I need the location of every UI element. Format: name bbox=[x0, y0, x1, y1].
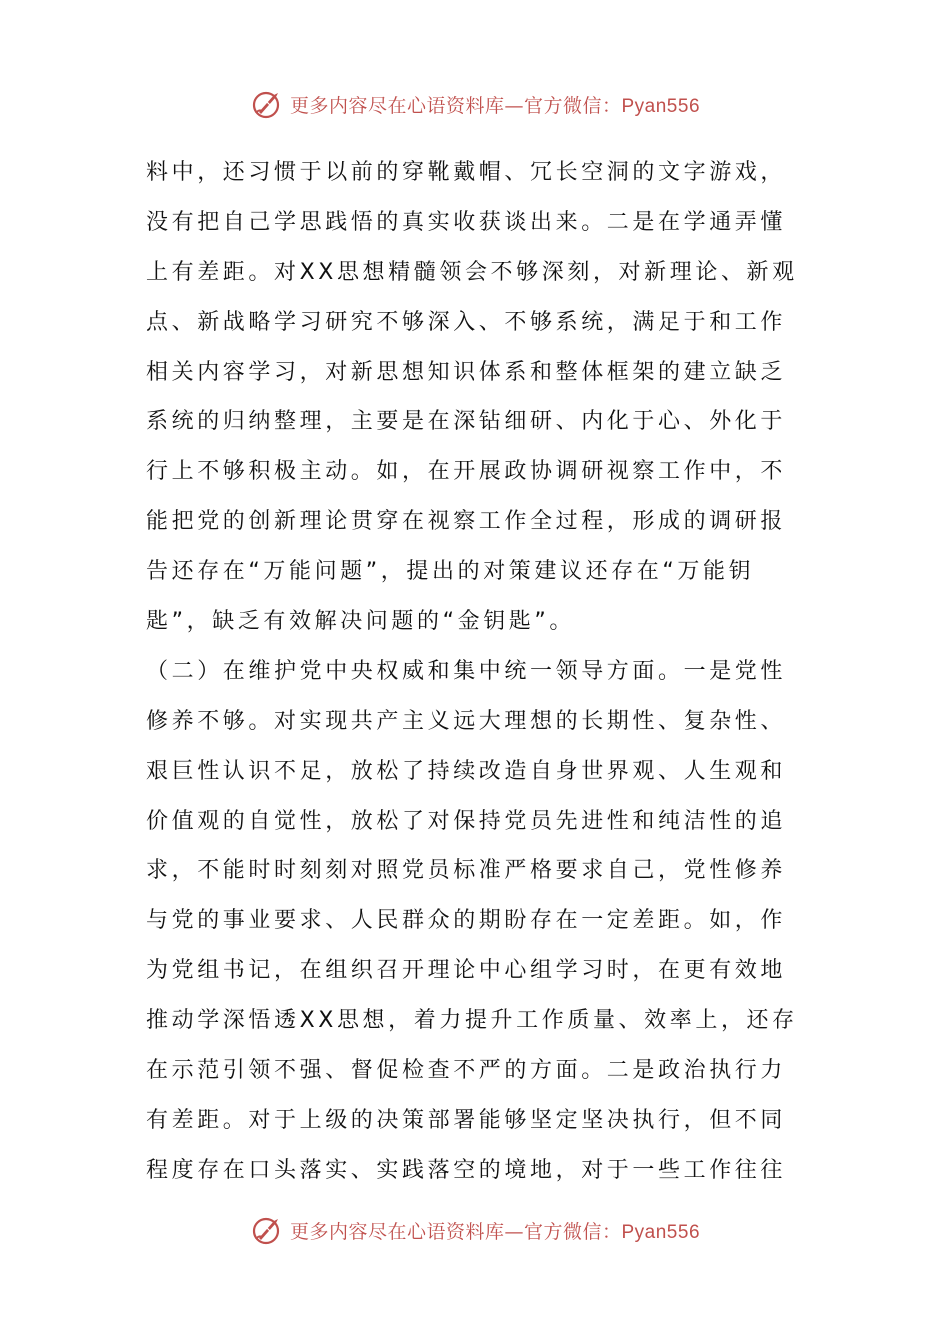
body-line: 点、新战略学习研究不够深入、不够系统，满足于和工作 bbox=[146, 309, 787, 335]
body-line: 相关内容学习，对新思想知识体系和整体框架的建立缺乏 bbox=[146, 359, 787, 385]
body-line: 艰巨性认识不足，放松了持续改造自身世界观、人生观和 bbox=[146, 758, 787, 784]
body-line: 上有差距。对XX思想精髓领会不够深刻，对新理论、新观 bbox=[146, 259, 798, 285]
footer-banner-text bbox=[290, 1217, 700, 1244]
body-line: 没有把自己学思践悟的真实收获谈出来。二是在学通弄懂 bbox=[146, 209, 787, 235]
footer-wechat-id: Pyan556 bbox=[621, 1221, 701, 1243]
body-line: 修养不够。对实现共产主义远大理想的长期性、复杂性、 bbox=[146, 708, 787, 734]
body-line: 推动学深悟透XX思想，着力提升工作质量、效率上，还存 bbox=[146, 1008, 798, 1034]
body-line: 行上不够积极主动。如，在开展政协调研视察工作中，不 bbox=[146, 459, 787, 485]
body-line: 能把党的创新理论贯穿在视察工作全过程，形成的调研报 bbox=[146, 509, 787, 535]
header-wechat-id: Pyan556 bbox=[621, 95, 701, 117]
body-line: 告还存在“万能问题”，提出的对策建议还存在“万能钥 bbox=[146, 559, 755, 585]
body-line: 为党组书记，在组织召开理论中心组学习时，在更有效地 bbox=[146, 958, 787, 984]
body-line: 匙”，缺乏有效解决问题的“金钥匙”。 bbox=[146, 609, 575, 635]
header-banner bbox=[0, 84, 950, 124]
body-line: 求，不能时时刻刻对照党员标准严格要求自己，党性修养 bbox=[146, 858, 787, 884]
footer-banner-label: 更多内容尽在心语资料库—官方微信： bbox=[289, 1220, 622, 1243]
quill-pen-logo-icon bbox=[250, 1213, 284, 1247]
body-line: 价值观的自觉性，放松了对保持党员先进性和纯洁性的追 bbox=[146, 808, 787, 834]
section-heading-line: （二）在维护党中央权威和集中统一领导方面。一是党性 bbox=[146, 658, 787, 684]
body-line: 在示范引领不强、督促检查不严的方面。二是政治执行力 bbox=[146, 1058, 787, 1084]
header-banner-text bbox=[290, 91, 700, 118]
footer-banner bbox=[0, 1210, 950, 1250]
body-line: 程度存在口头落实、实践落空的境地，对于一些工作往往 bbox=[146, 1157, 787, 1183]
body-line: 系统的归纳整理，主要是在深钻细研、内化于心、外化于 bbox=[146, 409, 787, 435]
header-banner-label: 更多内容尽在心语资料库—官方微信： bbox=[289, 94, 622, 117]
document-body bbox=[146, 148, 806, 1196]
body-line: 有差距。对于上级的决策部署能够坚定坚决执行，但不同 bbox=[146, 1107, 787, 1133]
quill-pen-logo-icon bbox=[250, 87, 284, 121]
body-line: 料中，还习惯于以前的穿靴戴帽、冗长空洞的文字游戏， bbox=[146, 160, 787, 185]
body-line: 与党的事业要求、人民群众的期盼存在一定差距。如，作 bbox=[146, 908, 787, 934]
